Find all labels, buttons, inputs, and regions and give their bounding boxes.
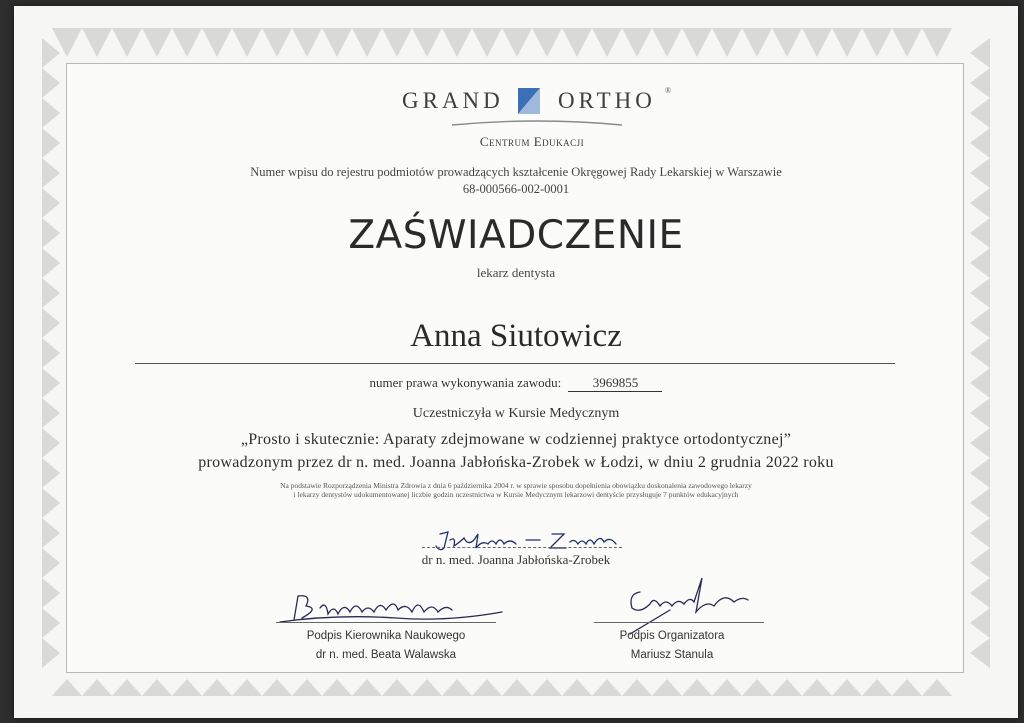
border-triangle [472,28,502,57]
border-triangle [142,679,172,696]
participation-text: Uczestniczyła w Kursie Medycznym [412,406,620,421]
border-triangle [682,679,712,696]
border-triangle [382,679,412,696]
logo-subtitle: Centrum Edukacji [479,134,585,149]
border-triangle [712,28,742,57]
grand-ortho-logo [382,74,682,154]
border-triangle [172,28,202,57]
border-triangle [562,679,592,696]
border-triangle [412,679,442,696]
border-triangle [742,679,772,696]
border-triangle [42,638,60,668]
legal-notice [14,481,1018,499]
border-triangle [502,28,532,57]
logo-word-grand: GRAND [402,88,504,113]
logo-mark-icon [516,84,542,116]
border-triangle [292,679,322,696]
certificate-inner-panel [66,63,964,673]
border-triangle [82,28,112,57]
registry-number: 68-000566-002-0001 [462,182,570,196]
border-triangle [352,28,382,57]
border-triangle [622,679,652,696]
lecturer-name: dr n. med. Joanna Jabłońska-Zrobek [421,552,611,567]
border-triangle [142,28,172,57]
scientific-head-signature-line [276,622,496,623]
license-label: numer prawa wykonywania zawodu: [369,375,562,390]
course-details: prowadzonym przez dr n. med. Joanna Jabłońska-Zrobek w Łodzi, w dniu 2 grudnia 2022 roku [198,454,834,471]
border-triangle [232,679,262,696]
logo-word-ortho: ORTHO [558,88,656,113]
registry-line-1: Numer wpisu do rejestru podmiotów prowadzących kształcenie Okręgowej Rady Lekarskiej w Warszawie [250,165,782,179]
border-triangle [970,518,990,548]
border-triangle [202,28,232,57]
border-triangle [970,68,990,98]
border-triangle [442,679,472,696]
organizer-name: Mariusz Stanula [630,649,714,661]
border-triangle [892,28,922,57]
border-triangle [970,98,990,128]
border-triangle [82,679,112,696]
border-triangle [232,28,262,57]
border-triangle [322,28,352,57]
recipient-underline [135,363,895,364]
border-triangle [322,679,352,696]
border-triangle [682,28,712,57]
border-triangle [112,28,142,57]
border-triangle [922,679,952,696]
course-title: „Prosto i skutecznie: Aparaty zdejmowane w codziennej praktyce ortodontycznej” [240,431,792,448]
border-triangle [772,679,802,696]
organizer-role: Podpis Organizatora [619,630,725,642]
border-triangle [42,608,60,638]
border-triangle [42,518,60,548]
border-triangle [292,28,322,57]
border-triangle [262,679,292,696]
border-triangle [802,679,832,696]
registry-text [14,164,1018,198]
border-triangle [442,28,472,57]
border-triangle [262,28,292,57]
border-triangle [892,679,922,696]
scientific-head-signature [276,586,506,626]
border-triangle [772,28,802,57]
registered-mark: ® [665,86,672,95]
border-triangle [502,679,532,696]
organizer-signature [610,572,760,636]
border-triangle [970,578,990,608]
certificate-subtitle: lekarz dentysta [476,265,556,280]
border-triangle [42,68,60,98]
border-triangle [832,28,862,57]
border-triangle [712,679,742,696]
border-triangle [652,28,682,57]
border-triangle [592,679,622,696]
border-triangle [532,679,562,696]
scientific-head-name: dr n. med. Beata Walawska [315,649,457,661]
border-triangle [742,28,772,57]
border-triangle [832,679,862,696]
border-triangle [862,679,892,696]
border-triangle [42,128,60,158]
border-triangle [562,28,592,57]
certificate-title: ZAŚWIADCZENIE [348,213,684,258]
legal-line-2: i lekarzy dentystów udokumentowanej liczbie godzin uczestnictwa w Kursie Medycznym lekarzowi dentyście przysługuje 7 punktów edukacyjnych [293,490,739,499]
border-triangle [472,679,502,696]
lecturer-signature-line [422,547,622,548]
border-triangle [382,28,412,57]
scientific-head-role: Podpis Kierownika Naukowego [306,630,466,642]
border-triangle [352,679,382,696]
border-triangle [970,278,990,308]
border-triangle [42,278,60,308]
certificate-paper [14,6,1018,718]
border-triangle [802,28,832,57]
border-triangle [52,679,82,696]
border-triangle [112,679,142,696]
border-triangle [970,128,990,158]
recipient-name: Anna Siutowicz [410,318,622,354]
logo-swoosh-icon [452,118,622,128]
border-triangle [202,679,232,696]
border-triangle [42,98,60,128]
border-triangle [862,28,892,57]
border-triangle [592,28,622,57]
license-row [14,375,1018,392]
organizer-signature-line [594,622,764,623]
border-triangle [970,38,990,68]
border-triangle [42,578,60,608]
border-triangle [922,28,952,57]
border-triangle [970,608,990,638]
border-triangle [532,28,562,57]
border-triangle [42,38,60,68]
border-triangle [622,28,652,57]
lecturer-signature [434,526,624,554]
legal-line-1: Na podstawie Rozporządzenia Ministra Zdrowia z dnia 6 października 2004 r. w sprawie sposobu dopełnienia obowiązku doskonalenia zawodowego lekarzy [280,481,752,490]
border-triangle [970,638,990,668]
border-triangle [172,679,202,696]
border-triangle [412,28,442,57]
license-number: 3969855 [568,375,662,392]
border-triangle [652,679,682,696]
